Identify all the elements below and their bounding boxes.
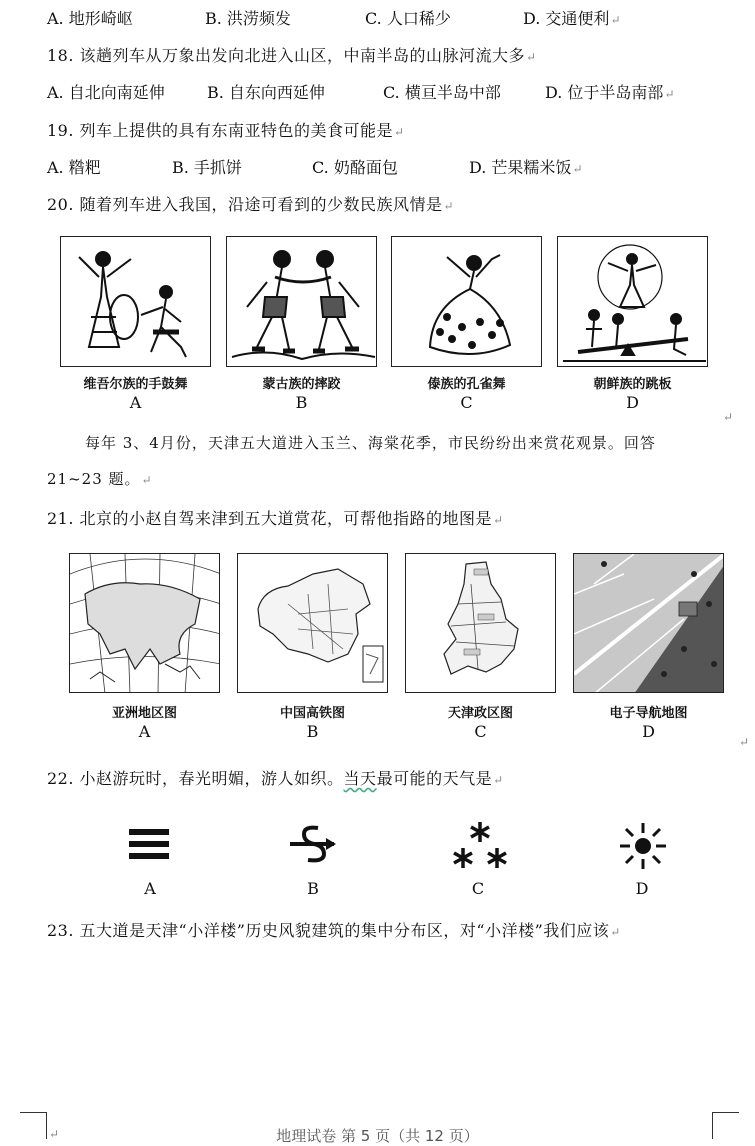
q22-letter-d: D <box>635 879 649 898</box>
paragraph-mark: ↵ <box>723 410 734 424</box>
mongolian-wrestling-illustration <box>226 236 377 367</box>
uyghur-dance-illustration <box>60 236 211 367</box>
q17-option-c: C. 人口稀少 <box>365 9 451 28</box>
q20-letter-d: D <box>626 393 639 412</box>
q18-option-a: A. 自北向南延伸 <box>47 83 165 102</box>
q21-letter-d: D <box>642 722 655 741</box>
q20-caption-c: 傣族的孔雀舞 <box>427 377 506 392</box>
korean-seesaw-illustration <box>557 236 708 367</box>
fog-icon <box>129 825 171 867</box>
sandstorm-icon <box>288 822 338 870</box>
q17-option-b: B. 洪涝频发 <box>205 9 291 28</box>
passage-line-2: 21~23 题。↵ <box>47 470 153 488</box>
dai-peacock-dance-illustration <box>391 236 542 367</box>
paragraph-mark: ↵ <box>739 735 750 749</box>
q19-option-a: A. 糌粑 <box>47 158 101 177</box>
q17-option-a: A. 地形崎岖 <box>47 9 133 28</box>
q17-option-d: D. 交通便利↵ <box>523 9 621 28</box>
q21-caption-d: 电子导航地图 <box>609 706 688 721</box>
q22-letter-a: A <box>144 879 156 898</box>
q20-letter-b: B <box>295 393 308 412</box>
q19-option-c: C. 奶酪面包 <box>312 158 398 177</box>
q18-option-b: B. 自东向西延伸 <box>207 83 325 102</box>
page-footer: 地理试卷 第 5 页（共 12 页） <box>276 1127 479 1145</box>
china-rail-map-image <box>237 553 388 693</box>
passage-line-1: 每年 3、4月份，天津五大道进入玉兰、海棠花季，市民纷纷出来赏花观景。回答 <box>85 434 656 452</box>
q20-caption-b: 蒙古族的摔跤 <box>262 377 341 392</box>
q18-option-d: D. 位于半岛南部↵ <box>545 83 675 102</box>
q21-letter-b: B <box>306 722 319 741</box>
q21-caption-c: 天津政区图 <box>447 706 513 721</box>
q19-option-d: D. 芒果糯米饭↵ <box>469 158 583 177</box>
q18-option-c: C. 横亘半岛中部 <box>383 83 501 102</box>
paragraph-mark: ↵ <box>49 1127 60 1141</box>
q21-stem: 21. 北京的小赵自驾来津到五大道赏花，可帮他指路的地图是↵ <box>47 509 504 528</box>
q22-letter-b: B <box>307 879 319 898</box>
q20-stem: 20. 随着列车进入我国，沿途可看到的少数民族风情是↵ <box>47 195 455 214</box>
q21-letter-a: A <box>138 722 151 741</box>
q19-stem: 19. 列车上提供的具有东南亚特色的美食可能是↵ <box>47 121 405 140</box>
sunny-icon <box>620 823 666 873</box>
q22-letter-c: C <box>471 879 485 898</box>
q20-letter-c: C <box>460 393 473 412</box>
q20-caption-d: 朝鲜族的跳板 <box>593 377 672 392</box>
q21-caption-b: 中国高铁图 <box>279 706 345 721</box>
asia-map-image <box>69 553 220 693</box>
q19-option-b: B. 手抓饼 <box>172 158 242 177</box>
q18-stem: 18. 该趟列车从万象出发向北进入山区，中南半岛的山脉河流大多↵ <box>47 46 537 65</box>
q23-stem: 23. 五大道是天津“小洋楼”历史风貌建筑的集中分布区，对“小洋楼”我们应该↵ <box>47 921 621 940</box>
tianjin-district-map-image <box>405 553 556 693</box>
electronic-navigation-map-image <box>573 553 724 693</box>
q21-caption-a: 亚洲地区图 <box>111 706 177 721</box>
q20-caption-a: 维吾尔族的手鼓舞 <box>83 377 188 392</box>
snow-icon <box>452 820 508 876</box>
q20-letter-a: A <box>129 393 142 412</box>
q21-letter-c: C <box>474 722 487 741</box>
q22-stem: 22. 小赵游玩时，春光明媚，游人如织。当天最可能的天气是↵ <box>47 769 504 788</box>
